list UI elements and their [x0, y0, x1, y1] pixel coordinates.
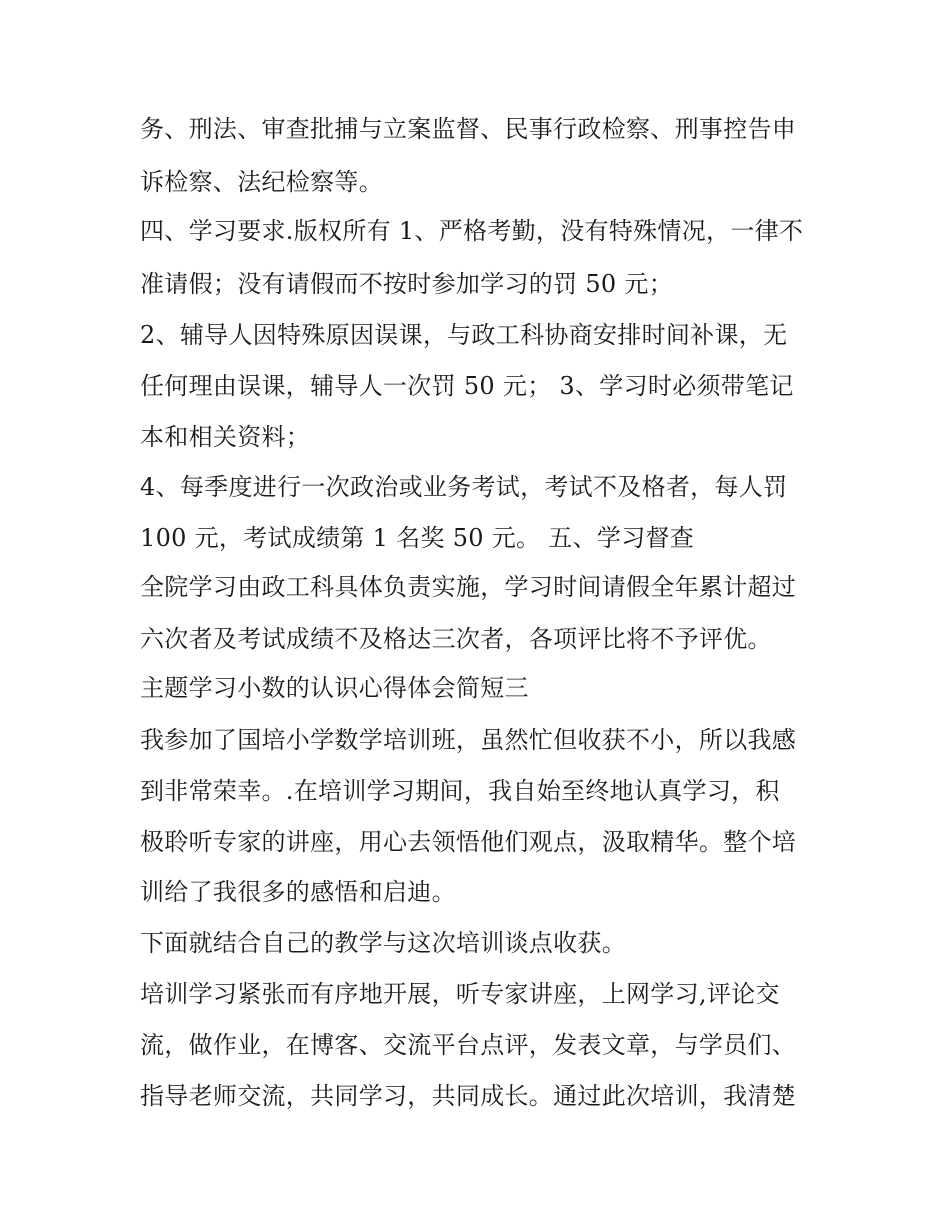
text-line: 100 元，考试成绩第 1 名奖 50 元。 五、学习督查: [140, 524, 695, 552]
section-heading: 主题学习小数的认识心得体会简短三: [140, 674, 529, 702]
text-line: 培训学习紧张而有序地开展，听专家讲座，上网学习,评论交: [140, 980, 780, 1008]
text-line: 诉检察、法纪检察等。: [140, 168, 383, 196]
text-line: 任何理由误课，辅导人一次罚 50 元； 3、学习时必须带笔记: [140, 372, 794, 400]
text-line: 训给了我很多的感悟和启迪。: [140, 878, 456, 906]
text-line: 到非常荣幸。.在培训学习期间，我自始至终地认真学习，积: [140, 777, 780, 805]
text-line: 我参加了国培小学数学培训班，虽然忙但收获不小，所以我感: [140, 726, 797, 754]
text-line: 六次者及考试成绩不及格达三次者，各项评比将不予评优。: [140, 625, 772, 653]
text-line: 本和相关资料；: [140, 423, 311, 451]
text-line: 4、每季度进行一次政治或业务考试，考试不及格者，每人罚: [140, 473, 788, 501]
text-line: 四、学习要求.版权所有 1、严格考勤，没有特殊情况，一律不: [140, 217, 804, 245]
text-line: 2、辅导人因特殊原因误课，与政工科协商安排时间补课，无: [140, 321, 788, 349]
text-line: 下面就结合自己的教学与这次培训谈点收获。: [140, 929, 626, 957]
text-line: 极聆听专家的讲座，用心去领悟他们观点，汲取精华。整个培: [140, 828, 797, 856]
text-line: 流，做作业，在博客、交流平台点评，发表文章，与学员们、: [140, 1031, 797, 1059]
text-line: 全院学习由政工科具体负责实施，学习时间请假全年累计超过: [140, 573, 797, 601]
text-line: 务、刑法、审查批捕与立案监督、民事行政检察、刑事控告申: [140, 115, 797, 143]
text-line: 准请假；没有请假而不按时参加学习的罚 50 元；: [140, 270, 673, 298]
text-line: 指导老师交流，共同学习，共同成长。通过此次培训，我清楚: [140, 1082, 797, 1110]
